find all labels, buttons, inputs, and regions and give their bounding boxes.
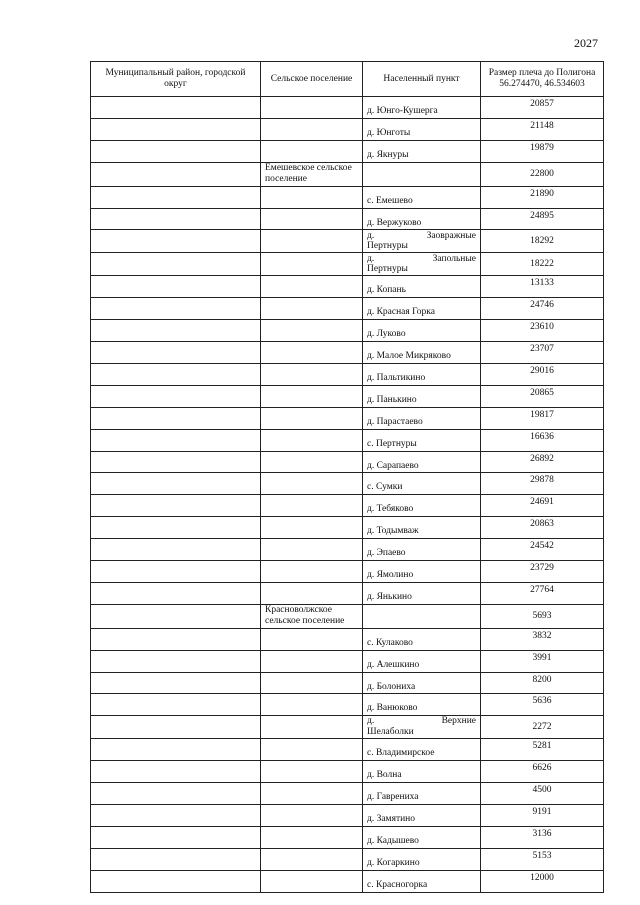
cell-distance: 6626 [481,761,604,783]
cell-distance: 29878 [481,473,604,495]
cell-district [91,716,261,739]
cell-district [91,761,261,783]
cell-locality: д. Луково [363,320,481,342]
cell-distance: 3136 [481,826,604,848]
settlements-table [90,61,604,893]
cell-locality: д. Алешкино [363,650,481,672]
cell-settlement [261,517,363,539]
cell-locality: с. Емешево [363,186,481,208]
cell-locality: д. Кадышево [363,826,481,848]
cell-distance: 5153 [481,848,604,870]
cell-locality: д. Замятино [363,805,481,827]
cell-settlement [261,140,363,162]
cell-settlement [261,716,363,739]
cell-distance: 20857 [481,97,604,119]
cell-settlement [261,848,363,870]
table-header-row [91,62,604,97]
page-number: 2027 [574,36,598,50]
locality-type: д. [367,253,375,264]
cell-district [91,805,261,827]
cell-distance: 24746 [481,298,604,320]
cell-settlement [261,385,363,407]
cell-settlement [261,783,363,805]
cell-locality: д. Копань [363,276,481,298]
cell-district [91,342,261,364]
locality-name-part: Заовражные [426,230,476,241]
cell-district [91,451,261,473]
cell-locality: д. Красная Горка [363,298,481,320]
cell-settlement [261,364,363,386]
cell-distance: 16636 [481,429,604,451]
header-municipal-district: Муниципальный район, городской округ [91,62,261,97]
table-row [91,761,604,783]
cell-locality: д. Эпаево [363,539,481,561]
cell-district [91,604,261,628]
cell-district [91,140,261,162]
cell-settlement [261,739,363,761]
table-row [91,429,604,451]
cell-distance: 3832 [481,628,604,650]
cell-settlement [261,495,363,517]
cell-settlement [261,805,363,827]
cell-locality [363,604,481,628]
cell-distance: 24895 [481,208,604,230]
cell-settlement [261,473,363,495]
cell-district [91,517,261,539]
cell-settlement [261,826,363,848]
cell-distance: 27764 [481,582,604,604]
table-row [91,848,604,870]
table-row [91,604,604,628]
table-row [91,364,604,386]
cell-distance: 2272 [481,716,604,739]
cell-distance: 24691 [481,495,604,517]
cell-settlement [261,672,363,694]
table-row [91,342,604,364]
table-row [91,473,604,495]
cell-district [91,739,261,761]
cell-district [91,276,261,298]
cell-settlement: Емешевское сельское поселение [261,162,363,186]
cell-settlement [261,870,363,892]
header-rural-settlement: Сельское поселение [261,62,363,97]
cell-distance: 23729 [481,561,604,583]
locality-name-part: Запольные [432,253,476,264]
locality-name-part: Пертнуры [367,264,408,275]
cell-settlement [261,539,363,561]
locality-name-part: Верхние [441,716,476,727]
cell-locality: д. Пальтикино [363,364,481,386]
cell-distance: 13133 [481,276,604,298]
cell-settlement [261,253,363,276]
table-row [91,276,604,298]
cell-distance: 26892 [481,451,604,473]
table-row [91,561,604,583]
cell-locality: д. Юнготы [363,118,481,140]
table-row [91,97,604,119]
table-row [91,826,604,848]
cell-settlement [261,650,363,672]
table-row [91,186,604,208]
cell-district [91,672,261,694]
cell-settlement [261,451,363,473]
cell-distance: 18292 [481,230,604,253]
cell-settlement [261,298,363,320]
cell-settlement [261,118,363,140]
locality-name-part: Шелаболки [367,727,414,738]
cell-district [91,253,261,276]
cell-district [91,495,261,517]
cell-district [91,870,261,892]
cell-district [91,208,261,230]
table-row [91,517,604,539]
cell-district [91,848,261,870]
cell-settlement [261,429,363,451]
cell-settlement [261,694,363,716]
header-locality: Населенный пункт [363,62,481,97]
cell-distance: 24542 [481,539,604,561]
cell-distance: 12000 [481,870,604,892]
cell-settlement [261,342,363,364]
cell-district [91,320,261,342]
cell-distance: 5636 [481,694,604,716]
cell-district [91,582,261,604]
header-distance-to-landfill: Размер плеча до Полигона 56.274470, 46.534603 [481,62,604,97]
cell-settlement [261,407,363,429]
cell-distance: 22800 [481,162,604,186]
locality-name-part: Пертнуры [367,241,408,252]
locality-type: д. [367,716,375,727]
cell-district [91,407,261,429]
cell-locality: д. Ванюково [363,694,481,716]
table-row [91,650,604,672]
cell-locality: д. Болониха [363,672,481,694]
cell-district [91,230,261,253]
cell-district [91,385,261,407]
cell-locality: с. Кулаково [363,628,481,650]
cell-locality: д. Гаврениха [363,783,481,805]
table-row [91,870,604,892]
table-row [91,539,604,561]
cell-district [91,162,261,186]
table-row [91,805,604,827]
cell-locality: д. Панькино [363,385,481,407]
cell-distance: 19879 [481,140,604,162]
table-row [91,451,604,473]
cell-district [91,473,261,495]
cell-locality: д. Вержуково [363,208,481,230]
cell-distance: 5281 [481,739,604,761]
table-row [91,582,604,604]
cell-settlement [261,320,363,342]
cell-locality [363,716,481,739]
cell-district [91,298,261,320]
cell-district [91,539,261,561]
cell-locality: с. Сумки [363,473,481,495]
table-row [91,672,604,694]
cell-district [91,783,261,805]
cell-district [91,826,261,848]
table-row [91,783,604,805]
cell-locality: с. Владимирское [363,739,481,761]
cell-locality: д. Малое Микряково [363,342,481,364]
cell-settlement [261,208,363,230]
table-row [91,716,604,739]
locality-type: д. [367,230,375,241]
cell-locality: д. Тебяково [363,495,481,517]
cell-distance: 29016 [481,364,604,386]
table-body [91,97,604,893]
table-row [91,162,604,186]
cell-locality [363,253,481,276]
cell-locality: с. Пертнуры [363,429,481,451]
cell-locality: с. Красногорка [363,870,481,892]
cell-settlement [261,561,363,583]
cell-district [91,97,261,119]
cell-locality: д. Парастаево [363,407,481,429]
cell-district [91,561,261,583]
table-row [91,628,604,650]
cell-distance: 4500 [481,783,604,805]
cell-distance: 21890 [481,186,604,208]
table-row [91,694,604,716]
cell-locality: д. Якнуры [363,140,481,162]
cell-settlement [261,582,363,604]
cell-settlement [261,276,363,298]
cell-district [91,186,261,208]
cell-locality: д. Тодымваж [363,517,481,539]
cell-distance: 20865 [481,385,604,407]
cell-district [91,429,261,451]
table-row [91,495,604,517]
cell-distance: 18222 [481,253,604,276]
table-row [91,320,604,342]
cell-distance: 5693 [481,604,604,628]
cell-locality: д. Юнго-Кушерга [363,97,481,119]
table-row [91,385,604,407]
table-row [91,407,604,429]
cell-district [91,650,261,672]
cell-locality: д. Ямолино [363,561,481,583]
table-row [91,118,604,140]
cell-locality: д. Янькино [363,582,481,604]
cell-settlement [261,186,363,208]
cell-district [91,628,261,650]
table-row [91,253,604,276]
cell-distance: 19817 [481,407,604,429]
table-row [91,140,604,162]
cell-locality [363,162,481,186]
cell-district [91,118,261,140]
cell-settlement [261,628,363,650]
cell-distance: 23610 [481,320,604,342]
table-row [91,208,604,230]
cell-locality: д. Когаркино [363,848,481,870]
cell-distance: 3991 [481,650,604,672]
cell-settlement [261,97,363,119]
cell-distance: 23707 [481,342,604,364]
cell-distance: 21148 [481,118,604,140]
table-row [91,230,604,253]
cell-locality: д. Сарапаево [363,451,481,473]
cell-district [91,364,261,386]
cell-settlement [261,230,363,253]
table-row [91,298,604,320]
cell-distance: 9191 [481,805,604,827]
cell-distance: 8200 [481,672,604,694]
cell-settlement: Красноволжское сельское поселение [261,604,363,628]
cell-settlement [261,761,363,783]
cell-locality: д. Волна [363,761,481,783]
cell-district [91,694,261,716]
cell-distance: 20863 [481,517,604,539]
table-row [91,739,604,761]
cell-locality [363,230,481,253]
